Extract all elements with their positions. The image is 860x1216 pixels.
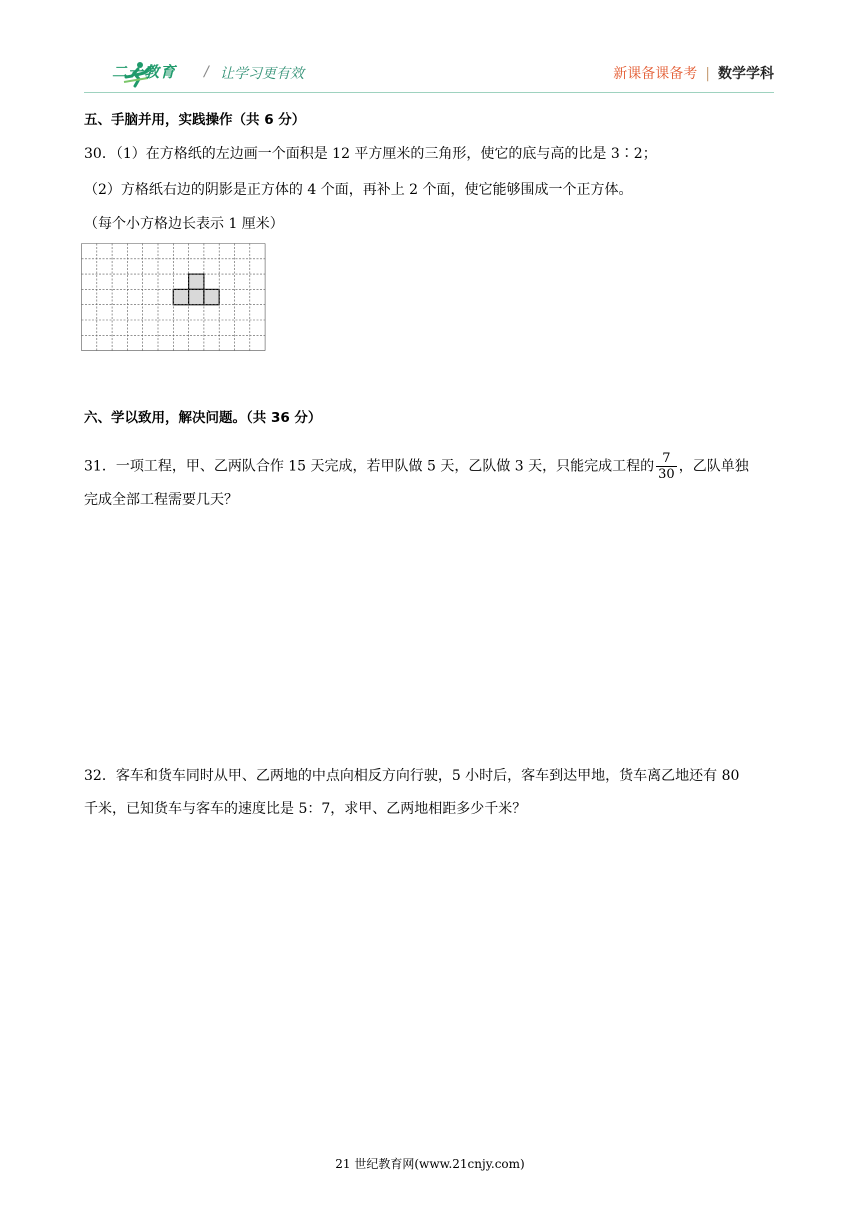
slogan-divider: / <box>204 64 209 80</box>
tag-separator: | <box>705 66 710 82</box>
page-footer: 21 世纪教育网(www.21cnjy.com) <box>335 1157 525 1171</box>
q32-line2: 千米，已知货车与客车的速度比是 5：7，求甲、乙两地相距多少千米？ <box>84 801 527 817</box>
shaded-cube-face <box>189 289 204 304</box>
q31-fraction <box>656 451 677 482</box>
section5-title: 五、手脑并用，实践操作（共 6 分） <box>84 112 306 128</box>
fraction-denominator: 30 <box>658 467 675 482</box>
shaded-cube-face <box>204 289 219 304</box>
subject-label: 数学学科 <box>718 66 774 82</box>
q30-line2: （2）方格纸右边的阴影是正方体的 4 个面，再补上 2 个面，使它能够围成一个正方体。 <box>84 182 633 198</box>
slogan: 让学习更有效 <box>220 66 304 82</box>
subject-tag <box>613 63 774 83</box>
section6-title: 六、学以致用，解决问题。（共 36 分） <box>84 410 322 426</box>
square-grid-paper[interactable] <box>81 243 267 353</box>
logo-text: 二一教育 <box>112 63 177 81</box>
q31-text-part1: 31．一项工程，甲、乙两队合作 15 天完成，若甲队做 5 天，乙队做 3 天，只能完成工程的 <box>84 458 655 475</box>
q31-text-part2: ，乙队单独 <box>678 458 749 475</box>
header-divider <box>84 92 774 93</box>
q31-line2: 完成全部工程需要几天？ <box>84 492 238 508</box>
shaded-cube-face <box>173 289 188 304</box>
shaded-cube-face <box>189 274 204 289</box>
course-tag: 新课备课备考 <box>613 66 698 82</box>
q30-line1: 30．（1）在方格纸的左边画一个面积是 12 平方厘米的三角形，使它的底与高的比是 3∶2； <box>84 146 657 162</box>
q30-line3: （每个小方格边长表示 1 厘米） <box>84 216 284 232</box>
page-header <box>84 50 774 92</box>
q31-line1 <box>84 451 749 482</box>
q32-line1: 32．客车和货车同时从甲、乙两地的中点向相反方向行驶，5 小时后，客车到达甲地，货车离乙地还有 80 <box>84 768 740 784</box>
fraction-numerator: 7 <box>656 451 677 467</box>
